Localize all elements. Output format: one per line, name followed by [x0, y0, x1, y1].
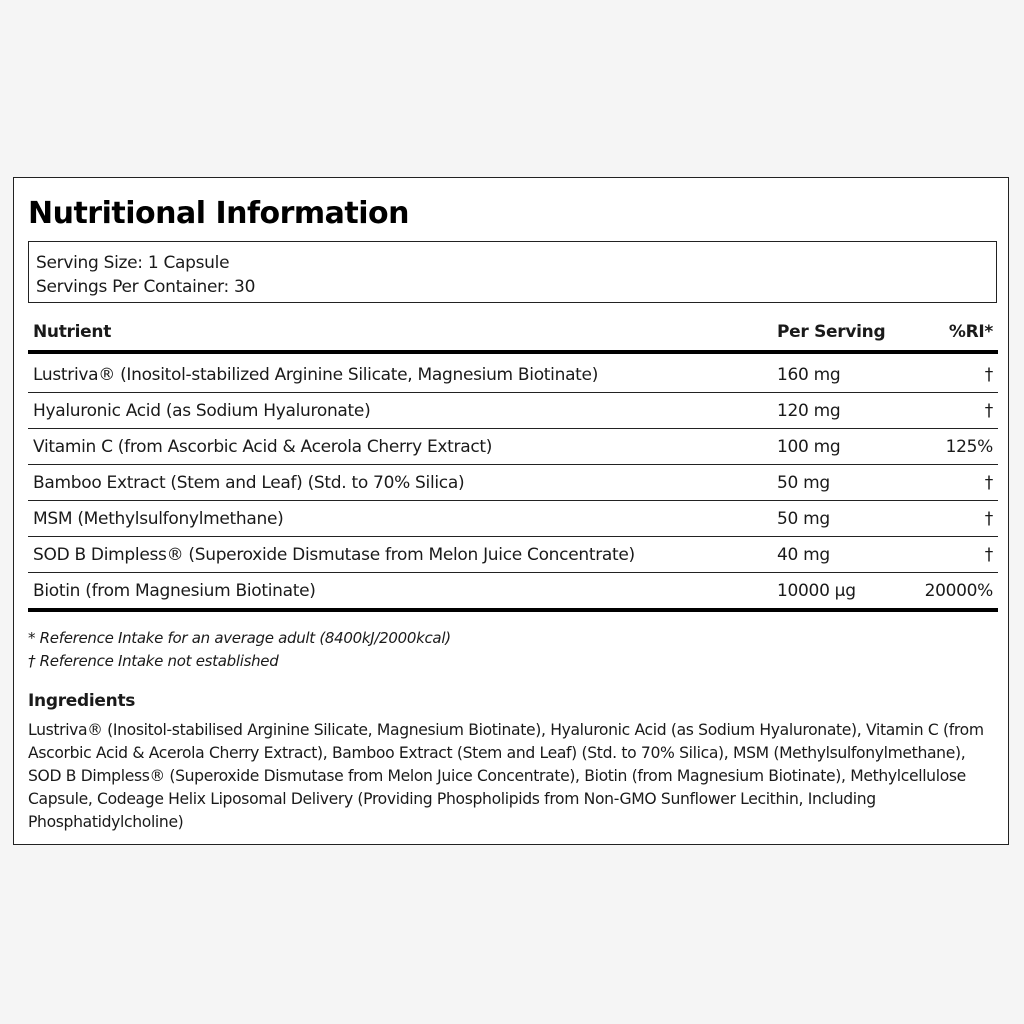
nutrient-ri: 125% — [945, 437, 993, 457]
nutrient-name: Lustriva® (Inositol-stabilized Arginine Silicate, Magnesium Biotinate) — [33, 365, 599, 385]
nutrient-name: SOD B Dimpless® (Superoxide Dismutase from Melon Juice Concentrate) — [33, 545, 635, 565]
footnotes — [28, 627, 451, 673]
nutrient-amount: 50 mg — [777, 473, 830, 493]
nutrient-amount: 10000 µg — [777, 581, 856, 601]
header-per-serving: Per Serving — [777, 322, 886, 342]
table-row — [28, 354, 998, 393]
table-row — [28, 537, 998, 573]
nutrient-name: Hyaluronic Acid (as Sodium Hyaluronate) — [33, 401, 371, 421]
nutrient-name: Vitamin C (from Ascorbic Acid & Acerola Cherry Extract) — [33, 437, 493, 457]
nutrient-name: MSM (Methylsulfonylmethane) — [33, 509, 284, 529]
nutrient-ri: † — [984, 401, 993, 421]
nutrient-amount: 160 mg — [777, 365, 841, 385]
nutrient-amount: 50 mg — [777, 509, 830, 529]
table-row — [28, 465, 998, 501]
nutrition-panel — [13, 177, 1009, 845]
servings-per-container: Servings Per Container: 30 — [36, 277, 256, 297]
table-row — [28, 429, 998, 465]
nutrient-table — [28, 318, 998, 612]
ingredients-text: Lustriva® (Inositol-stabilised Arginine Silicate, Magnesium Biotinate), Hyaluronic Acid (as Sodium Hyaluronate), Vitamin C (from Ascorbic Acid & Acerola Cherry Extract), Bamboo Extract (Stem and Leaf) (Std. to 70% Silica), MSM (Methylsulfonylmethane), SOD B Dimpless® (Superoxide Dismutase from Melon Juice Concentrate), Biotin (from Magnesium Biotinate), Methylcellulose Capsule, Codeage Helix Liposomal Delivery (Providing Phospholipids from Non-GMO Sunflower Lecithin, Including Phosphatidylcholine) — [28, 721, 984, 831]
nutrient-ri: † — [984, 365, 993, 385]
table-row — [28, 393, 998, 429]
table-row — [28, 573, 998, 612]
ingredients-heading: Ingredients — [28, 691, 136, 711]
nutrient-name: Biotin (from Magnesium Biotinate) — [33, 581, 316, 601]
not-established-note: † Reference Intake not established — [28, 652, 279, 670]
serving-size: Serving Size: 1 Capsule — [36, 253, 230, 273]
reference-intake-note: * Reference Intake for an average adult (8400kJ/2000kcal) — [28, 629, 451, 647]
nutrient-amount: 100 mg — [777, 437, 841, 457]
table-header-row — [28, 318, 998, 354]
nutrient-ri: † — [984, 509, 993, 529]
nutrient-ri: 20000% — [924, 581, 993, 601]
table-row — [28, 501, 998, 537]
page-title: Nutritional Information — [28, 196, 410, 231]
header-ri: %RI* — [948, 322, 993, 342]
nutrient-ri: † — [984, 473, 993, 493]
nutrient-name: Bamboo Extract (Stem and Leaf) (Std. to 70% Silica) — [33, 473, 465, 493]
header-nutrient: Nutrient — [33, 322, 112, 342]
nutrient-amount: 120 mg — [777, 401, 841, 421]
nutrient-amount: 40 mg — [777, 545, 830, 565]
nutrient-ri: † — [984, 545, 993, 565]
serving-info-box — [28, 241, 997, 303]
